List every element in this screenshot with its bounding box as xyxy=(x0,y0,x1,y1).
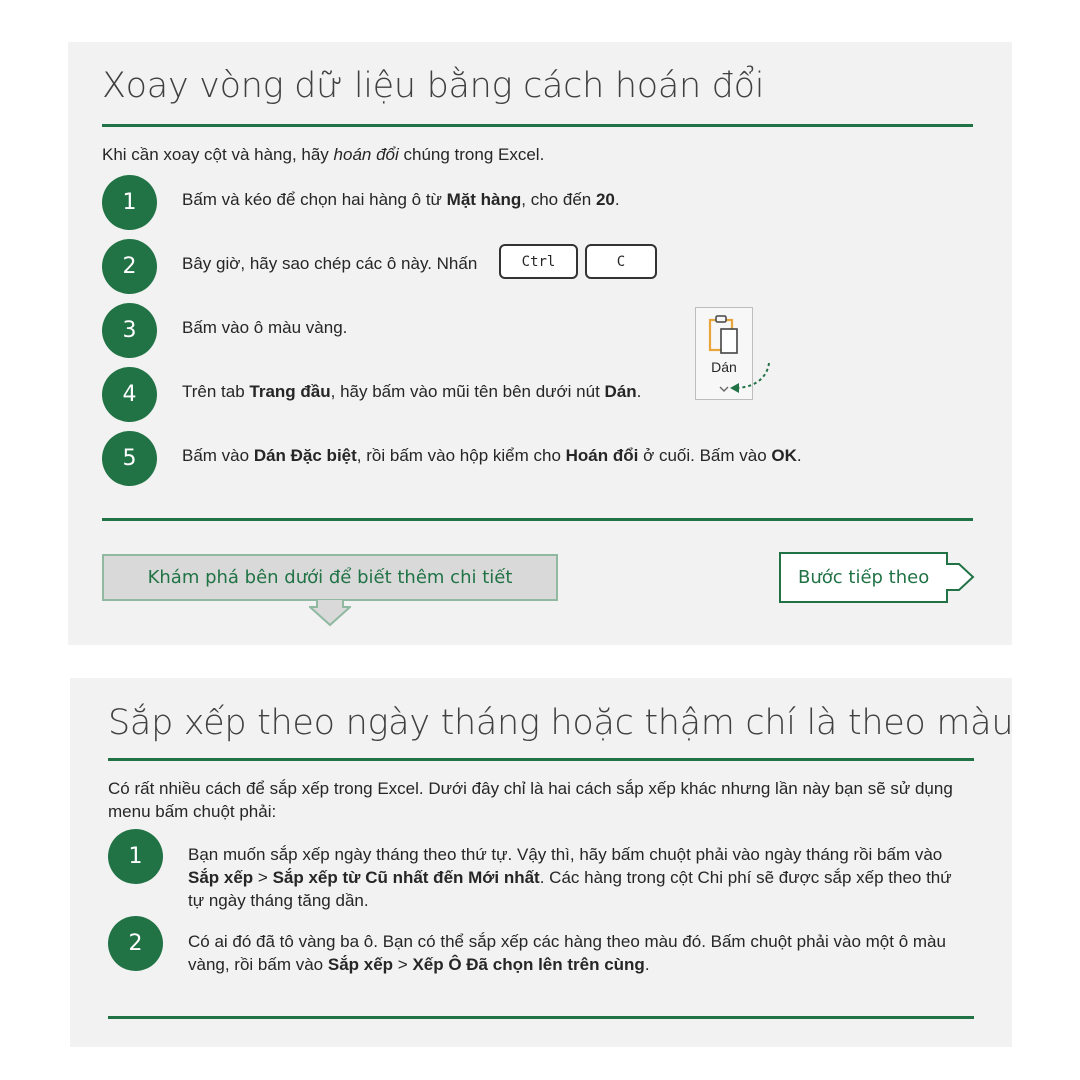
step-number-badge: 2 xyxy=(108,916,163,971)
sort-step-2-text: Có ai đó đã tô vàng ba ô. Bạn có thể sắp xếp các hàng theo màu đó. Bấm chuột phải vào một ô màu vàng, rồi bấm vào Sắp xếp > Xếp Ô Đã chọn lên trên cùng. xyxy=(188,932,946,974)
transpose-section xyxy=(68,42,1012,645)
title-underline xyxy=(108,758,974,761)
step-1-text: Bấm và kéo để chọn hai hàng ô từ Mặt hàng, cho đến 20. xyxy=(182,190,620,209)
step-number-badge: 3 xyxy=(102,303,157,358)
step-number-badge: 1 xyxy=(108,829,163,884)
pointer-arrow-icon xyxy=(725,360,775,405)
section-divider xyxy=(108,1016,974,1019)
step-number-badge: 1 xyxy=(102,175,157,230)
explore-more-button[interactable] xyxy=(102,554,558,601)
section-divider xyxy=(102,518,973,521)
step-4-text: Trên tab Trang đầu, hãy bấm vào mũi tên bên dưới nút Dán. xyxy=(182,382,642,401)
step-2-text: Bây giờ, hãy sao chép các ô này. Nhấn xyxy=(182,254,478,273)
paste-button-label: Dán xyxy=(711,359,737,375)
section-intro: Khi cần xoay cột và hàng, hãy hoán đổi chúng trong Excel. xyxy=(102,145,545,164)
section-title: Xoay vòng dữ liệu bằng cách hoán đổi xyxy=(102,66,765,106)
next-step-button[interactable] xyxy=(779,552,975,604)
step-number-badge: 2 xyxy=(102,239,157,294)
title-underline xyxy=(102,124,973,127)
step-3-text: Bấm vào ô màu vàng. xyxy=(182,318,348,337)
explore-more-label: Khám phá bên dưới để biết thêm chi tiết xyxy=(147,567,513,588)
section-title: Sắp xếp theo ngày tháng hoặc thậm chí là theo màu xyxy=(108,703,1014,743)
ctrl-key: Ctrl xyxy=(499,244,578,279)
next-step-label: Bước tiếp theo xyxy=(798,567,930,588)
step-number-badge: 4 xyxy=(102,367,157,422)
c-key: C xyxy=(585,244,657,279)
step-5-text: Bấm vào Dán Đặc biệt, rồi bấm vào hộp kiểm cho Hoán đổi ở cuối. Bấm vào OK. xyxy=(182,446,802,465)
step-number-badge: 5 xyxy=(102,431,157,486)
down-arrow-icon xyxy=(309,599,351,627)
sort-step-1-text: Bạn muốn sắp xếp ngày tháng theo thứ tự. Vậy thì, hãy bấm chuột phải vào ngày tháng rồi bấm vào Sắp xếp > Sắp xếp từ Cũ nhất đến Mới nhất. Các hàng trong cột Chi phí sẽ được sắp xếp theo thứ tự ngày tháng tăng dần. xyxy=(188,845,952,910)
clipboard-icon xyxy=(696,308,752,358)
sort-section xyxy=(70,678,1012,1047)
section-intro: Có rất nhiều cách để sắp xếp trong Excel. Dưới đây chỉ là hai cách sắp xếp khác nhưng lần này bạn sẽ sử dụng menu bấm chuột phải: xyxy=(108,779,953,821)
